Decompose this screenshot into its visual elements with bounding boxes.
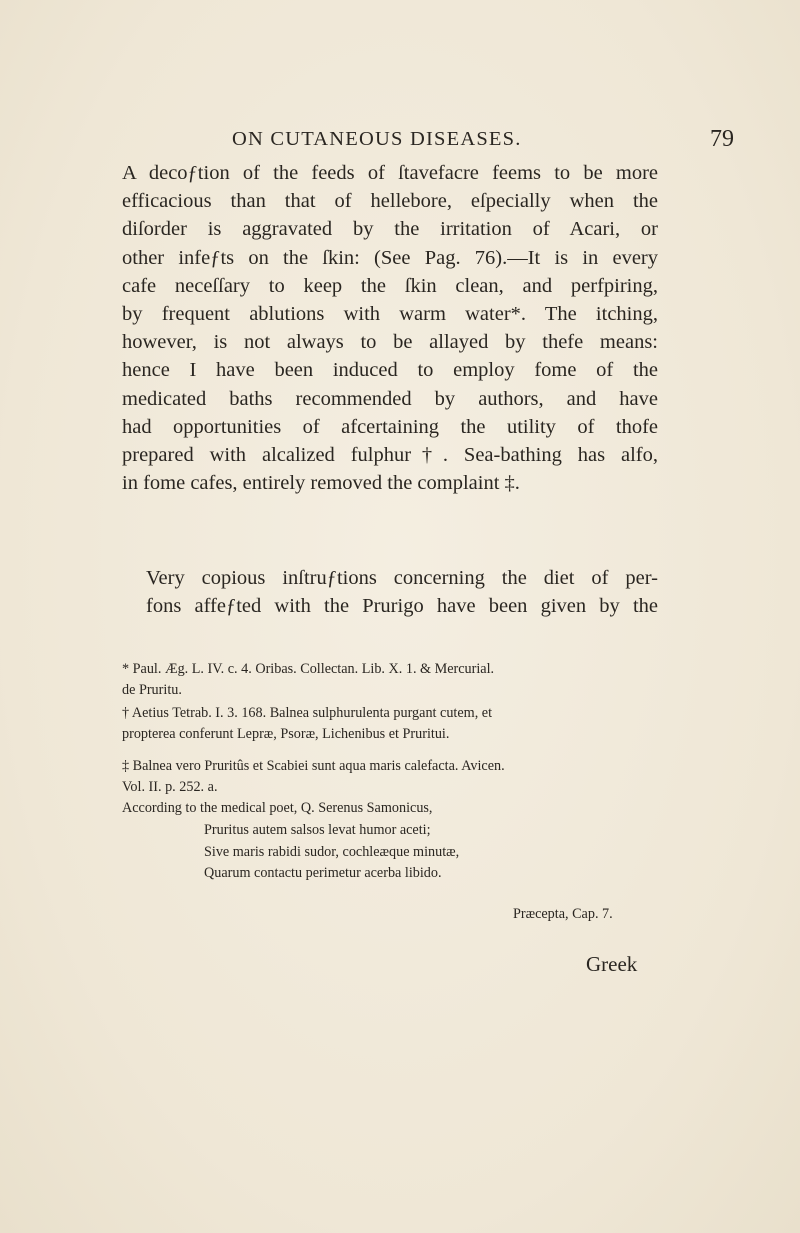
- footnote-poet-intro: [122, 798, 662, 819]
- footnote-line: de Pruritu.: [122, 682, 182, 698]
- text-line: fons affeƒted with the Prurigo have been given by the: [146, 595, 658, 618]
- text-line: however, is not always to be allayed by thefe means:: [122, 331, 658, 354]
- text-line: had opportunities of afcertaining the utility of thofe: [122, 415, 658, 438]
- verse-attribution: Præcepta, Cap. 7.: [513, 906, 613, 922]
- verse-line: Quarum contactu perimetur acerba libido.: [204, 865, 442, 881]
- text-line: other infeƒts on the ſkin: (See Pag. 76).—It is in every: [122, 246, 658, 269]
- text-line: diſorder is aggravated by the irritation of Acari, or: [122, 218, 658, 241]
- body-paragraph-1: [122, 159, 658, 497]
- text-line: cafe neceſſary to keep the ſkin clean, and perfpiring,: [122, 274, 658, 297]
- footnote-line: * Paul. Æg. L. IV. c. 4. Oribas. Collectan. Lib. X. 1. & Mercurial.: [122, 661, 495, 677]
- footnote-line: propterea conferunt Lepræ, Psoræ, Lichenibus et Pruritui.: [122, 726, 450, 742]
- text-line: Very copious inſtruƒtions concerning the diet of per-: [146, 567, 658, 589]
- text-line: medicated baths recommended by authors, and have: [122, 387, 658, 410]
- text-line: efficacious than that of hellebore, eſpecially when the: [122, 190, 658, 213]
- page-number: 79: [710, 126, 734, 152]
- footnote-line: ‡ Balnea vero Pruritûs et Scabiei sunt aqua maris calefacta. Avicen.: [122, 758, 505, 774]
- footnote-dagger: [122, 703, 662, 745]
- running-head: ON CUTANEOUS DISEASES.: [232, 128, 522, 150]
- footnote-double-dagger: [122, 756, 662, 798]
- footnote-line: According to the medical poet, Q. Serenus Samonicus,: [122, 800, 433, 816]
- text-line: prepared with alcalized fulphur†. Sea-bathing has alfo,: [122, 443, 658, 466]
- text-line: by frequent ablutions with warm water*. The itching,: [122, 302, 658, 325]
- verse-line: Sive maris rabidi sudor, cochleæque minutæ,: [204, 843, 460, 860]
- footnote-line: Vol. II. p. 252. a.: [122, 779, 218, 795]
- footnote-asterisk: [122, 659, 662, 701]
- verse-line: Pruritus autem salsos levat humor aceti;: [204, 822, 431, 838]
- catchword: Greek: [586, 952, 638, 976]
- body-paragraph-2: [146, 564, 658, 620]
- text-line: A decoƒtion of the feeds of ſtavefacre feems to be more: [122, 162, 658, 184]
- text-line: in fome cafes, entirely removed the complaint ‡.: [122, 472, 520, 495]
- footnote-line: † Aetius Tetrab. I. 3. 168. Balnea sulphurulenta purgant cutem, et: [122, 705, 493, 721]
- text-line: hence I have been induced to employ fome of the: [122, 359, 658, 382]
- verse-quotation: [204, 820, 459, 885]
